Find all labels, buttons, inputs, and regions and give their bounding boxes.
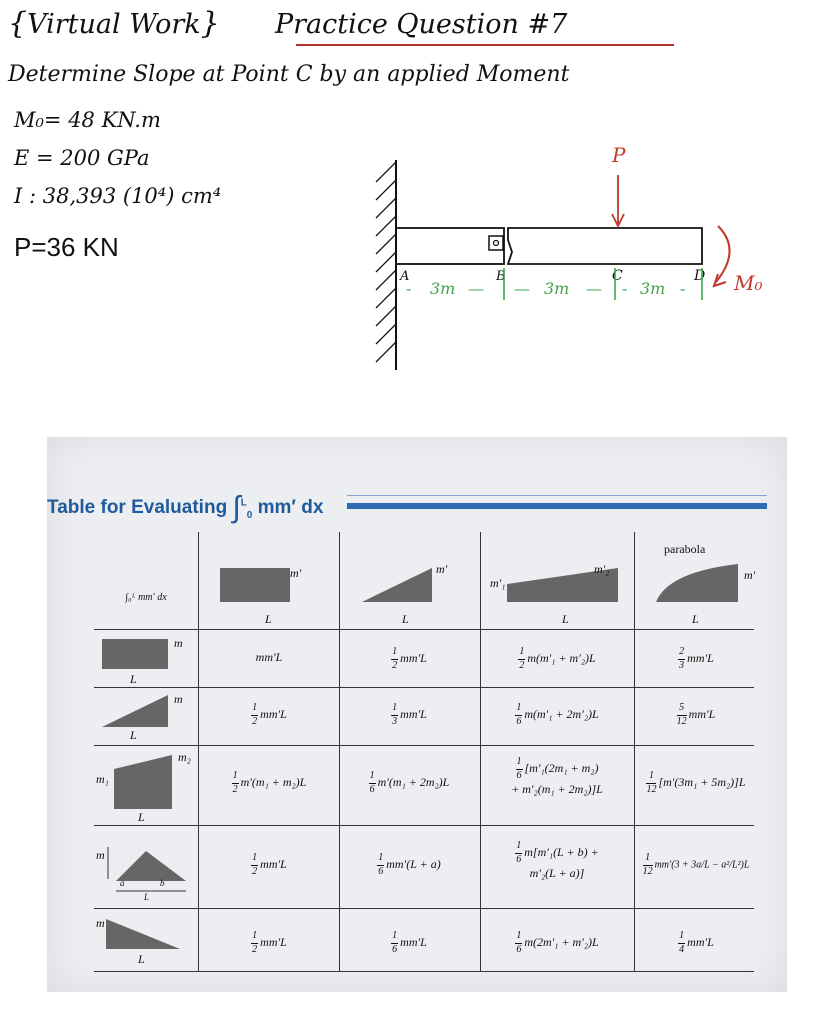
cell-r3-c1: $\frac{1}{2}$ m′(m₁ + m₂)L [232, 770, 307, 795]
col4-top-label: m′ [744, 568, 756, 582]
load-label: P [612, 143, 626, 167]
header-rectangle-shape [220, 568, 290, 602]
svg-text:—: — [468, 279, 484, 298]
col2-length-label: L [402, 612, 409, 626]
col4-length-label: L [692, 612, 699, 626]
row1-rectangle-shape [102, 639, 168, 669]
cell-r4-c1: $\frac{1}{2}$ mm′L [252, 852, 287, 877]
span-bc-label: 3m [544, 279, 570, 298]
integral-table: ∫₀ᴸ mm′ dx m′ L m′ L m′₁ m′₂ L parabola m′ L m L m L m₁ m₂ L m a b L m L mm′L $\frac{1}{2}$ mm′L $\frac{1}{2}$ m(m′₁ + m′₂)L $\frac{2}{3}$ mm′L $\frac{1}{2}$ mm′L $\frac{1}{3}$ mm′L $\frac{1}{6}$ m(m′₁ + 2m′₂)L $\frac{5}{12}$ mm′L $\frac{1}{2}$ m′(m₁ + m₂)L $\frac{1}{6}$ m′(m₁ + 2m₂)L $\frac{1}{6}$ [m′₁(2m₁ + m₂) + m′₂(m₁ + 2m₂)]L $\frac{1}{12}$ [m′(3m₁ + 5m₂)]L $\frac{1}{2}$ mm′L $\frac{1}{6}$ mm′(L + a) $\frac{1}{6}$ m[m′₁(L + b) + m′₂(L + a)] $\frac{1}{12}$ mm′(3 + 3a/L − a²/L²)L $\frac{1}{2}$ mm′L $\frac{1}{6}$ mm′L $\frac{1}{6}$ m(2m′₁ + m′₂)L $\frac{1}{4}$ mm′L [94, 532, 754, 972]
col3-right-label: m′₂ [594, 562, 610, 576]
point-c-label: C [612, 268, 623, 284]
cell-r1-c2: $\frac{1}{2}$ mm′L [392, 646, 427, 671]
point-b-label: B [496, 269, 506, 284]
point-a-label: A [400, 269, 410, 284]
span-cd-label: 3m [640, 279, 666, 298]
cell-r5-c4: $\frac{1}{4}$ mm′L [679, 930, 714, 955]
hinge-b [489, 236, 503, 250]
table-corner-label: ∫₀ᴸ mm′ dx [125, 592, 167, 603]
cell-r4-c4: $\frac{1}{12}$ mm′(3 + 3a/L − a²/L²)L [642, 852, 750, 877]
row-header-shapes [94, 629, 198, 972]
table-title: Table for Evaluating ∫$^L_0$ mm′ dx [47, 491, 324, 524]
cell-r1-c3: $\frac{1}{2}$ m(m′₁ + m′₂)L [519, 646, 596, 671]
col3-left-label: m′₁ [490, 576, 506, 590]
beam-segment-ab [396, 228, 504, 264]
given-moment: M₀= 48 KN.m [14, 108, 161, 132]
cell-r1-c1: mm′L [255, 650, 283, 664]
beam-diagram [350, 140, 790, 390]
page-title: {Virtual Work} Practice Question #7 [8, 6, 568, 41]
row2-triangle-shape [102, 695, 168, 727]
svg-text:-: - [680, 279, 686, 298]
cell-r5-c1: $\frac{1}{2}$ mm′L [252, 930, 287, 955]
cell-r5-c2: $\frac{1}{6}$ mm′L [392, 930, 427, 955]
integral-table-photo [47, 437, 787, 992]
col4-parabola-label: parabola [664, 542, 706, 556]
cell-r4-c3: $\frac{1}{6}$ m[m′₁(L + b) + m′₂(L + a)] [516, 840, 599, 880]
cell-r3-c4: $\frac{1}{12}$ [m′(3m₁ + 5m₂)]L [646, 770, 746, 795]
title-left: Virtual Work [27, 9, 201, 40]
cell-r4-c2: $\frac{1}{6}$ mm′(L + a) [378, 852, 441, 877]
wall-hatching [376, 162, 396, 362]
row3-trapezoid-shape [114, 755, 172, 809]
cell-r2-c4: $\frac{5}{12}$ mm′L [676, 702, 716, 727]
cell-r3-c2: $\frac{1}{6}$ m′(m₁ + 2m₂)L [369, 770, 450, 795]
row4-peaked-triangle-shape [116, 851, 186, 881]
cell-r3-c3: $\frac{1}{6}$ [m′₁(2m₁ + m₂) + m′₂(m₁ + 2m₂)]L [511, 756, 603, 796]
cell-r2-c1: $\frac{1}{2}$ mm′L [252, 702, 287, 727]
title-right: Practice Question #7 [274, 9, 568, 40]
header-triangle-shape [362, 568, 432, 602]
row5-reverse-triangle-shape [106, 919, 180, 949]
cell-r2-c3: $\frac{1}{6}$ m(m′₁ + 2m′₂)L [516, 702, 599, 727]
svg-text:—: — [586, 279, 602, 298]
header-parabola-shape [656, 564, 738, 602]
svg-text:-: - [622, 279, 628, 298]
point-d-label: D [694, 268, 706, 284]
col1-length-label: L [265, 612, 272, 626]
col1-top-label: m′ [290, 566, 302, 580]
given-load: P=36 KN [14, 232, 119, 262]
span-ab-label: 3m [430, 279, 456, 298]
title-bar [347, 503, 767, 509]
given-inertia: I : 38,393 (10⁴) cm⁴ [14, 184, 222, 208]
cell-r5-c3: $\frac{1}{6}$ m(2m′₁ + m′₂)L [516, 930, 599, 955]
problem-statement [0, 0, 813, 420]
col3-length-label: L [562, 612, 569, 626]
cell-r1-c4: $\frac{2}{3}$ mm′L [679, 646, 714, 671]
cell-r2-c2: $\frac{1}{3}$ mm′L [392, 702, 427, 727]
title-underline [296, 44, 674, 46]
question-text: Determine Slope at Point C by an applied Moment [8, 62, 570, 87]
svg-text:—: — [514, 279, 530, 298]
moment-arrow [716, 226, 730, 282]
given-modulus: E = 200 GPa [14, 146, 150, 170]
beam-segment-bd [508, 228, 702, 264]
dimension-ticks [504, 268, 702, 300]
moment-label: M₀ [734, 271, 763, 295]
svg-text:-: - [406, 279, 412, 298]
col2-top-label: m′ [436, 562, 448, 576]
